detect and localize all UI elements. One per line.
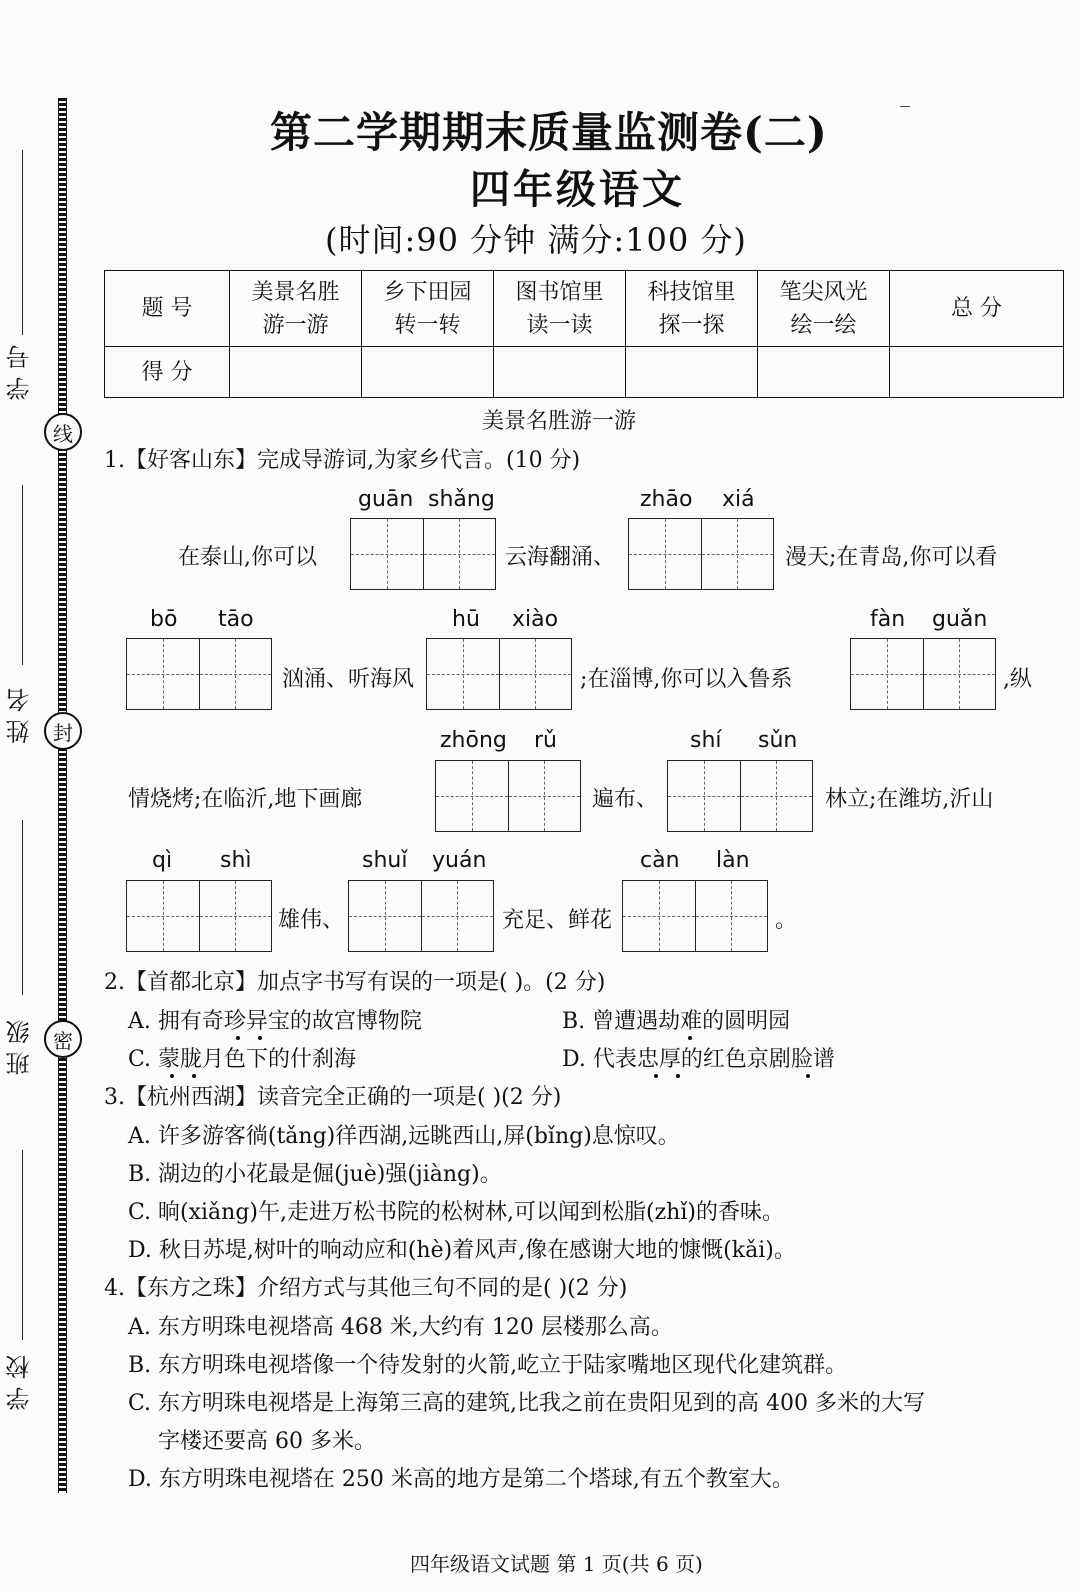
- q3-stem: 3.【杭州西湖】读音完全正确的一项是( )(2 分): [104, 1085, 562, 1110]
- q1-text: 漫天;在青岛,你可以看: [785, 545, 998, 570]
- xingming-line: [22, 485, 23, 665]
- writing-box[interactable]: [426, 638, 572, 710]
- emphasis-dot: [236, 1036, 240, 1040]
- pinyin: càn: [640, 848, 680, 873]
- q1-text: 遍布、: [592, 787, 659, 812]
- writing-box[interactable]: [628, 518, 774, 590]
- pinyin: fàn: [870, 607, 906, 632]
- q1-text: 。: [775, 908, 798, 933]
- col-header-5: 笔尖风光 绘一绘: [758, 271, 890, 347]
- pinyin: làn: [716, 848, 750, 873]
- score-table: [104, 270, 1064, 398]
- emphasis-dot: [258, 1036, 262, 1040]
- xuehao-line: [22, 150, 23, 335]
- emphasis-dot: [688, 1036, 692, 1040]
- writing-box[interactable]: [622, 880, 768, 952]
- q2-stem: 2.【首都北京】加点字书写有误的一项是( )。(2 分): [104, 970, 606, 995]
- pinyin: shí: [690, 728, 722, 753]
- seal-mi: 密: [44, 1020, 82, 1058]
- q3-option-a[interactable]: A. 许多游客徜(tǎng)徉西湖,远眺西山,屏(bǐng)息惊叹。: [128, 1124, 680, 1149]
- writing-box[interactable]: [350, 518, 496, 590]
- pinyin: zhōng: [440, 728, 507, 753]
- banji-line: [22, 820, 23, 995]
- label-defen: 得 分: [105, 347, 230, 398]
- writing-box[interactable]: [850, 638, 996, 710]
- q1-text: 情烧烤;在临沂,地下画廊: [128, 787, 363, 812]
- q4-option-c[interactable]: C. 东方明珠电视塔是上海第三高的建筑,比我之前在贵阳见到的高 400 多米的大写: [128, 1391, 926, 1416]
- writing-box[interactable]: [435, 760, 581, 832]
- writing-box[interactable]: [667, 760, 813, 832]
- pinyin: bō: [150, 607, 178, 632]
- score-cell-4[interactable]: [626, 347, 758, 398]
- exam-title: 第二学期期末质量监测卷(二): [270, 108, 828, 157]
- q4-stem: 4.【东方之珠】介绍方式与其他三句不同的是( )(2 分): [104, 1276, 628, 1301]
- pinyin: hū: [452, 607, 480, 632]
- binding-line: [58, 98, 67, 1493]
- q4-option-a[interactable]: A. 东方明珠电视塔高 468 米,大约有 120 层楼那么高。: [128, 1315, 673, 1340]
- q4-option-d[interactable]: D. 东方明珠电视塔在 250 米高的地方是第二个塔球,有五个教室大。: [128, 1467, 794, 1492]
- pinyin: xiá: [722, 487, 755, 512]
- q2-option-d[interactable]: D. 代表忠厚的红色京剧脸谱: [562, 1047, 835, 1072]
- q2-option-c[interactable]: C. 蒙胧月色下的什刹海: [128, 1047, 357, 1072]
- xuexiao-line: [22, 1150, 23, 1340]
- q1-text: 充足、鲜花: [502, 908, 613, 933]
- seal-feng: 封: [44, 712, 82, 750]
- q3-option-c[interactable]: C. 晌(xiǎng)午,走进万松书院的松树林,可以闻到松脂(zhǐ)的香味。: [128, 1200, 784, 1225]
- q1-text: 雄伟、: [278, 908, 345, 933]
- emphasis-dot: [806, 1074, 810, 1078]
- q1-text: 林立;在潍坊,沂山: [825, 787, 994, 812]
- pinyin: zhāo: [640, 487, 693, 512]
- score-cell-total[interactable]: [890, 347, 1064, 398]
- emphasis-dot: [192, 1074, 196, 1078]
- section-heading: 美景名胜游一游: [482, 409, 637, 434]
- q1-text: 汹涌、听海风: [282, 667, 415, 692]
- pinyin: shuǐ: [362, 848, 408, 873]
- emphasis-dot: [676, 1074, 680, 1078]
- q3-option-d[interactable]: D. 秋日苏堤,树叶的响动应和(hè)着风声,像在感谢大地的慷慨(kǎi)。: [128, 1238, 796, 1263]
- q1-text: 云海翻涌、: [505, 545, 616, 570]
- pinyin: shì: [220, 848, 252, 873]
- pinyin: sǔn: [758, 728, 798, 753]
- pinyin: shǎng: [428, 487, 495, 512]
- writing-box[interactable]: [126, 638, 272, 710]
- label-xuexiao: 学 校: [6, 1355, 34, 1411]
- time-info: (时间:90 分钟 满分:100 分): [325, 221, 747, 259]
- page-footer: 四年级语文试题 第 1 页(共 6 页): [410, 1552, 703, 1576]
- score-cell-5[interactable]: [758, 347, 890, 398]
- q1-text: 在泰山,你可以: [178, 545, 317, 570]
- q3-option-b[interactable]: B. 湖边的小花最是倔(juè)强(jiàng)。: [128, 1162, 502, 1187]
- label-xuehao: 学 号: [6, 345, 34, 401]
- label-banji: 班 级: [6, 1020, 34, 1076]
- label-xingming: 姓 名: [6, 688, 34, 744]
- col-header-2: 乡下田园 转一转: [362, 271, 494, 347]
- q2-option-b[interactable]: B. 曾遭遇劫难的圆明园: [562, 1009, 791, 1034]
- seal-xian: 线: [44, 413, 82, 451]
- pinyin: rǔ: [534, 728, 557, 753]
- exam-subtitle: 四年级语文: [470, 166, 685, 213]
- col-header-4: 科技馆里 探一探: [626, 271, 758, 347]
- col-header-total: 总 分: [890, 271, 1064, 347]
- pinyin: qì: [152, 848, 173, 873]
- emphasis-dot: [654, 1074, 658, 1078]
- col-header-3: 图书馆里 读一读: [494, 271, 626, 347]
- score-cell-1[interactable]: [230, 347, 362, 398]
- q1-text: ,纵: [1003, 667, 1032, 692]
- score-cell-2[interactable]: [362, 347, 494, 398]
- score-cell-3[interactable]: [494, 347, 626, 398]
- label-tihao: 题 号: [105, 271, 230, 347]
- col-header-1: 美景名胜 游一游: [230, 271, 362, 347]
- q4-option-c-cont: 字楼还要高 60 多米。: [158, 1429, 376, 1454]
- q1-stem: 1.【好客山东】完成导游词,为家乡代言。(10 分): [104, 448, 581, 473]
- q1-text: ;在淄博,你可以入鲁系: [580, 667, 793, 692]
- pinyin: tāo: [218, 607, 254, 632]
- q4-option-b[interactable]: B. 东方明珠电视塔像一个待发射的火箭,屹立于陆家嘴地区现代化建筑群。: [128, 1353, 848, 1378]
- writing-box[interactable]: [126, 880, 272, 952]
- emphasis-dot: [170, 1074, 174, 1078]
- binding-strip: [0, 0, 100, 1592]
- writing-box[interactable]: [348, 880, 494, 952]
- pinyin: guǎn: [932, 607, 988, 632]
- q2-option-a[interactable]: A. 拥有奇珍异宝的故宫博物院: [128, 1009, 422, 1034]
- pinyin: xiào: [512, 607, 559, 632]
- pinyin: guān: [358, 487, 414, 512]
- pinyin: yuán: [432, 848, 487, 873]
